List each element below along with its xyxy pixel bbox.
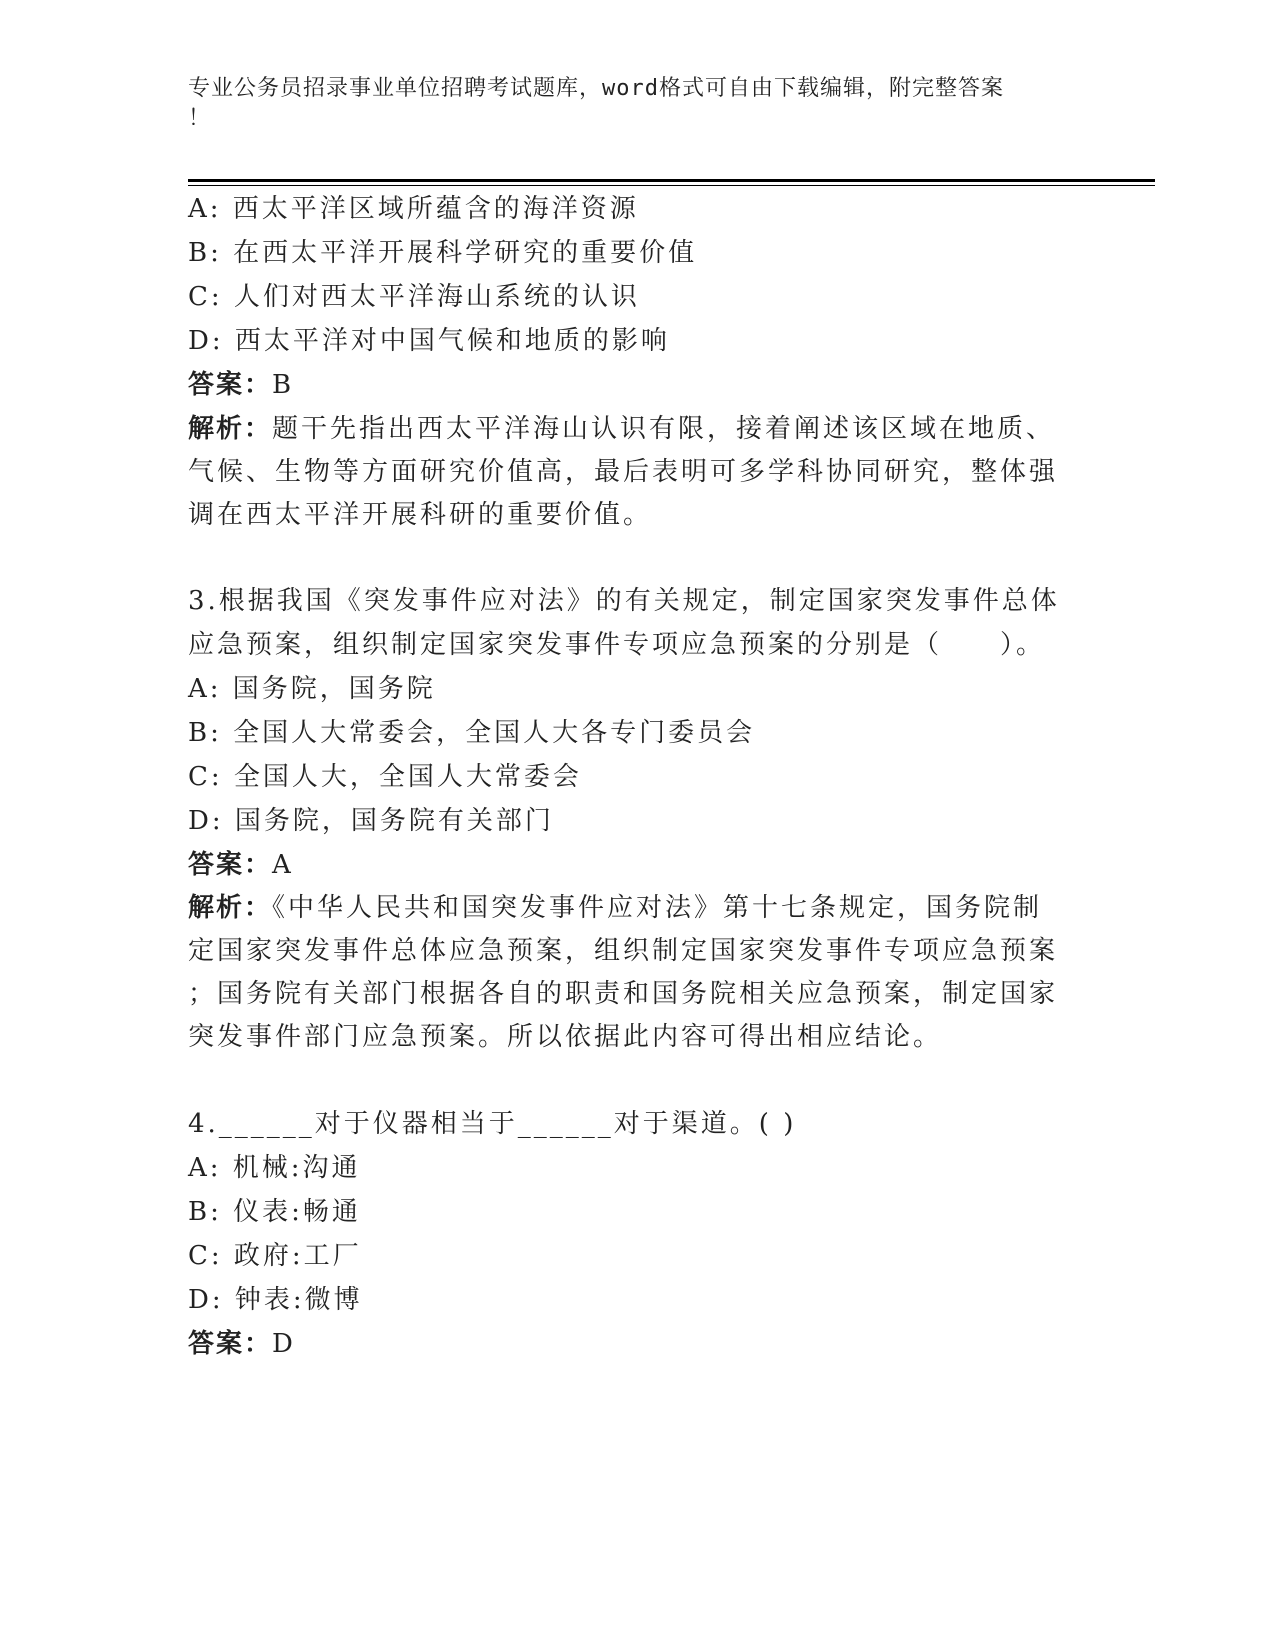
header-text-line2: ！ — [188, 106, 212, 131]
q3-option-b: B: 全国人大常委会，全国人大各专门委员会 — [188, 718, 756, 748]
q3-option-d: D: 国务院，国务院有关部门 — [188, 806, 554, 836]
q3-analysis-line4: 突发事件部门应急预案。所以依据此内容可得出相应结论。 — [188, 1022, 943, 1052]
q3-question-line2: 应急预案，组织制定国家突发事件专项应急预案的分别是（ ）。 — [188, 630, 1046, 660]
q2-option-b: B: 在西太平洋开展科学研究的重要价值 — [188, 238, 698, 268]
q3-answer-label: 答案： — [188, 850, 273, 880]
q2-option-a: A: 西太平洋区域所蕴含的海洋资源 — [188, 194, 639, 224]
q2-analysis-line1 — [188, 412, 1055, 446]
q4-question: 4.______对于仪器相当于______对于渠道。( ) — [188, 1109, 797, 1139]
q3-analysis-line1 — [188, 891, 1042, 925]
q4-option-d: D: 钟表:微博 — [188, 1285, 363, 1315]
q2-option-d: D: 西太平洋对中国气候和地质的影响 — [188, 326, 670, 356]
q3-option-a: A: 国务院，国务院 — [188, 674, 436, 704]
q3-analysis-line2: 定国家突发事件总体应急预案，组织制定国家突发事件专项应急预案 — [188, 936, 1059, 966]
q3-question-line1: 3.根据我国《突发事件应对法》的有关规定，制定国家突发事件总体 — [188, 586, 1060, 616]
q3-answer-value: A — [272, 850, 294, 880]
q4-option-b: B: 仪表:畅通 — [188, 1197, 361, 1227]
q2-answer — [188, 368, 294, 402]
header-text-line1: 专业公务员招录事业单位招聘考试题库，word格式可自由下载编辑，附完整答案 — [188, 76, 1004, 101]
q4-answer-value: D — [272, 1329, 296, 1359]
q3-analysis-label: 解析： — [188, 893, 273, 923]
q4-option-c: C: 政府:工厂 — [188, 1241, 362, 1271]
q3-option-c: C: 全国人大，全国人大常委会 — [188, 762, 582, 792]
q2-analysis-line3: 调在西太平洋开展科研的重要价值。 — [188, 500, 653, 530]
q3-analysis-line3: ；国务院有关部门根据各自的职责和国务院相关应急预案，制定国家 — [188, 979, 1059, 1009]
q2-answer-label: 答案： — [188, 370, 273, 400]
q3-analysis-text: 《中华人民共和国突发事件应对法》第十七条规定，国务院制 — [272, 893, 1043, 923]
q2-answer-value: B — [272, 370, 295, 400]
q4-option-a: A: 机械:沟通 — [188, 1153, 361, 1183]
page-header — [188, 74, 1068, 134]
header-divider — [188, 179, 1155, 182]
q2-option-c: C: 人们对西太平洋海山系统的认识 — [188, 282, 640, 312]
q4-answer-label: 答案： — [188, 1329, 273, 1359]
q2-analysis-label: 解析： — [188, 414, 273, 444]
q2-analysis-text: 题干先指出西太平洋海山认识有限，接着阐述该区域在地质、 — [272, 414, 1056, 444]
q3-answer — [188, 848, 294, 882]
header-divider-thin — [188, 185, 1155, 186]
q4-answer — [188, 1327, 296, 1361]
q2-analysis-line2: 气候、生物等方面研究价值高，最后表明可多学科协同研究，整体强 — [188, 457, 1059, 487]
